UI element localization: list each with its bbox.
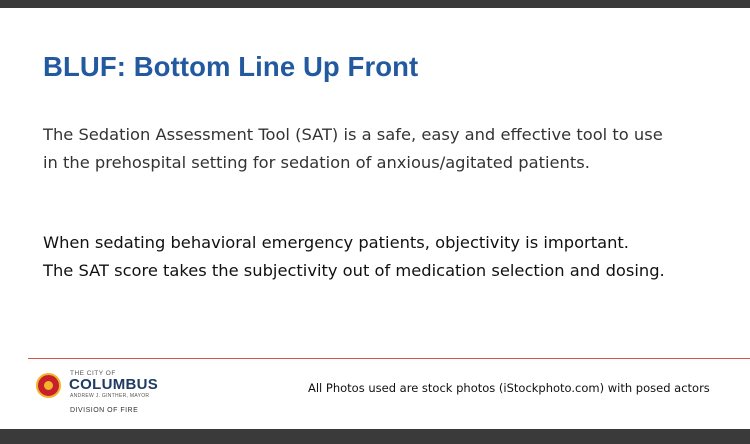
paragraph-line: When sedating behavioral emergency patients, objectivity is important. — [43, 233, 629, 252]
logo-mayor: ANDREW J. GINTHER, MAYOR — [70, 393, 150, 399]
footer-divider — [28, 358, 750, 359]
paragraph-objectivity — [43, 229, 665, 285]
logo-city-of: THE CITY OF — [70, 370, 116, 377]
slide-title: BLUF: Bottom Line Up Front — [43, 51, 419, 82]
logo-division: DIVISION OF FIRE — [70, 407, 139, 414]
paragraph-line: in the prehospital setting for sedation of anxious/agitated patients. — [43, 153, 590, 172]
window-top-bar — [0, 0, 750, 8]
paragraph-line: The SAT score takes the subjectivity out of medication selection and dosing. — [43, 261, 665, 280]
slide — [0, 8, 750, 429]
paragraph-sat-description — [43, 121, 663, 177]
photo-disclaimer: All Photos used are stock photos (iStockphoto.com) with posed actors — [308, 381, 710, 395]
logo-columbus: COLUMBUS — [69, 376, 159, 393]
window-bottom-bar — [0, 429, 750, 444]
paragraph-line: The Sedation Assessment Tool (SAT) is a safe, easy and effective tool to use — [43, 125, 663, 144]
city-seal-icon — [36, 373, 61, 398]
columbus-division-of-fire-logo — [34, 370, 194, 415]
